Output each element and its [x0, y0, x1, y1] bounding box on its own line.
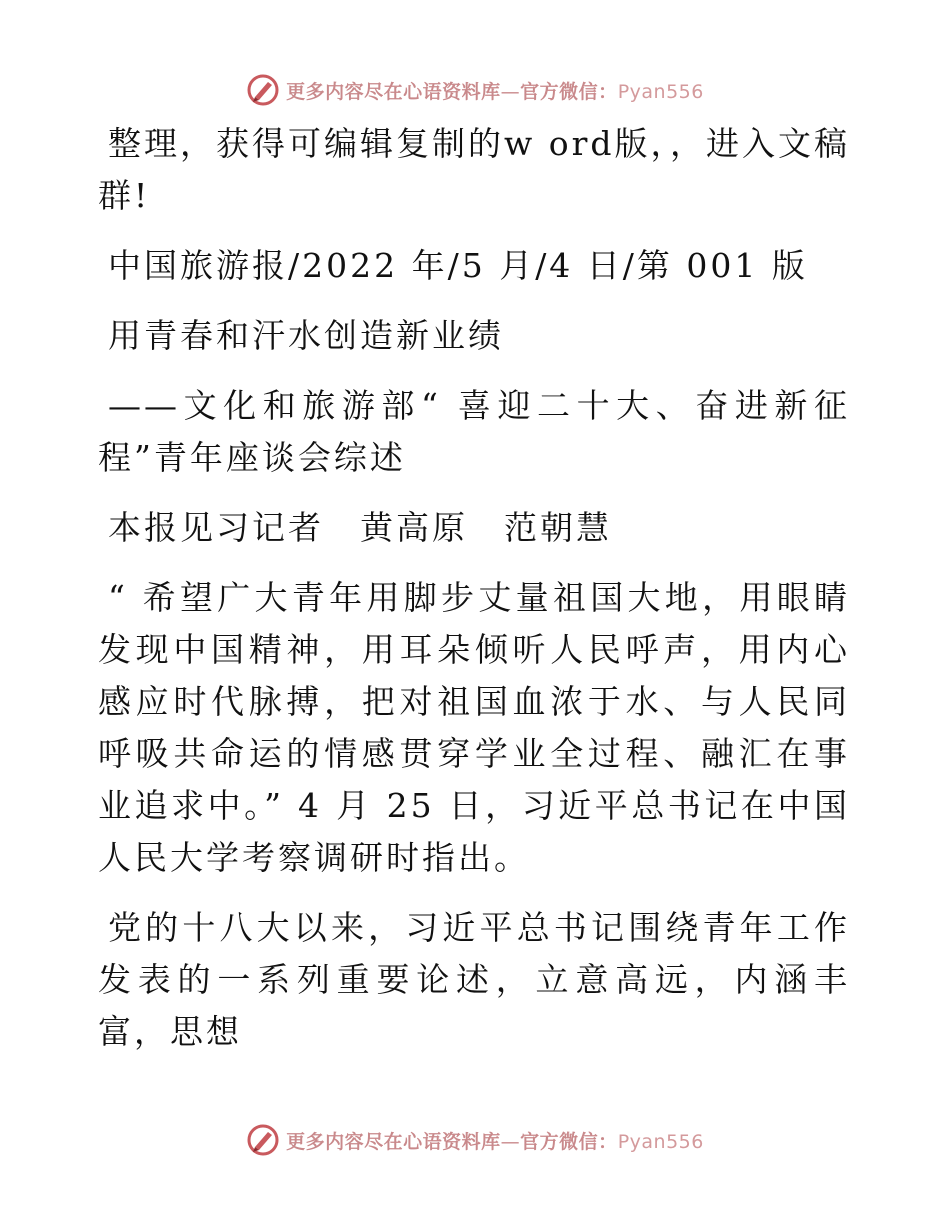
header-banner	[0, 70, 950, 110]
source-line: 中国旅游报/2022 年/5 月/4 日/第 001 版	[108, 246, 808, 285]
document-body	[98, 118, 850, 1076]
banner-wechat-id: Pyan556	[617, 1130, 704, 1153]
banner-separator: —	[500, 80, 521, 103]
banner-prefix: 更多内容尽在心语资料库	[286, 1130, 501, 1153]
paragraph-2: 党的十八大以来，习近平总书记围绕青年工作发表的一系列重要论述，立意高远，内涵丰富，思想	[98, 908, 850, 1051]
pen-in-circle-icon	[246, 73, 280, 107]
article-subtitle: ——文化和旅游部“ 喜迎二十大、奋进新征程”青年座谈会综述	[98, 386, 850, 477]
banner-separator: —	[500, 1130, 521, 1153]
pen-in-circle-icon	[246, 1123, 280, 1157]
footer-banner	[0, 1120, 950, 1160]
intro-text: 整理，获得可编辑复制的w ord版，，进入文稿群!	[98, 124, 851, 215]
banner-official: 官方微信：	[520, 80, 618, 103]
byline: 本报见习记者 黄高原 范朝慧	[108, 508, 612, 547]
banner-wechat-id: Pyan556	[617, 80, 704, 103]
paragraph-1: “ 希望广大青年用脚步丈量祖国大地，用眼睛发现中国精神，用耳朵倾听人民呼声，用内心感应时代脉搏，把对祖国血浓于水、与人民同呼吸共命运的情感贯穿学业全过程、融汇在事业追求中。” 4 月 25 日，习近平总书记在中国人民大学考察调研时指出。	[98, 578, 850, 877]
article-title: 用青春和汗水创造新业绩	[108, 316, 504, 355]
footer-banner-text	[286, 1127, 704, 1154]
banner-official: 官方微信：	[520, 1130, 618, 1153]
header-banner-text	[286, 77, 704, 104]
banner-prefix: 更多内容尽在心语资料库	[286, 80, 501, 103]
